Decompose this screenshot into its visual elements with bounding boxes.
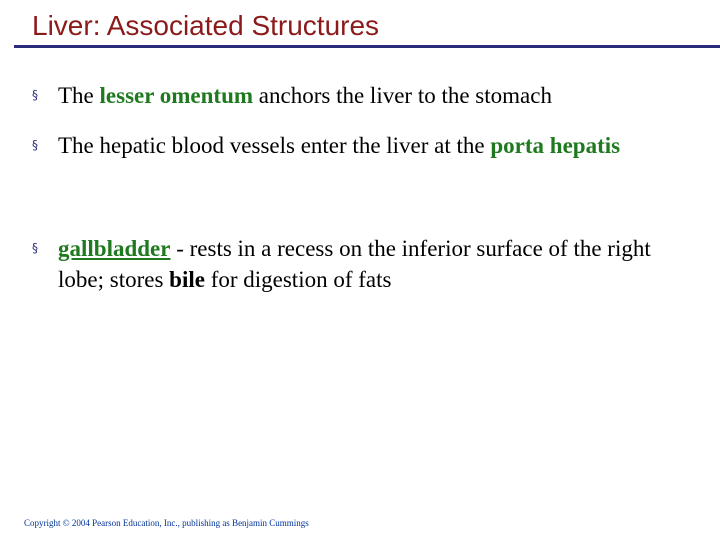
- key-term-porta-hepatis: porta hepatis: [490, 133, 621, 158]
- bullet-porta-hepatis: [32, 130, 702, 161]
- key-term-bile: bile: [169, 267, 205, 292]
- bullet-text: [58, 233, 702, 295]
- bullet-marker-icon: §: [32, 138, 38, 152]
- key-term-gallbladder: gallbladder: [58, 236, 171, 261]
- bullet-lesser-omentum: [32, 80, 702, 111]
- title-divider: [14, 45, 720, 48]
- bullet-text: [58, 80, 702, 111]
- key-term-lesser-omentum: lesser omentum: [99, 83, 254, 108]
- bullet-text: [58, 130, 702, 161]
- copyright-footer: Copyright © 2004 Pearson Education, Inc., publishing as Benjamin Cummings: [24, 518, 309, 528]
- page-title: Liver: Associated Structures: [32, 10, 380, 41]
- bullet-text-post: for digestion of fats: [204, 267, 392, 292]
- bullet-marker-icon: §: [32, 88, 38, 102]
- bullet-marker-icon: §: [32, 241, 38, 255]
- bullet-text-pre: The hepatic blood vessels enter the liver at the: [58, 133, 491, 158]
- bullet-gallbladder: [32, 233, 702, 295]
- bullet-text-post: anchors the liver to the stomach: [253, 83, 552, 108]
- bullet-text-pre: The: [58, 83, 100, 108]
- bullet-text-mid: - rests in a recess on the inferior surface of the right lobe; stores: [58, 236, 651, 292]
